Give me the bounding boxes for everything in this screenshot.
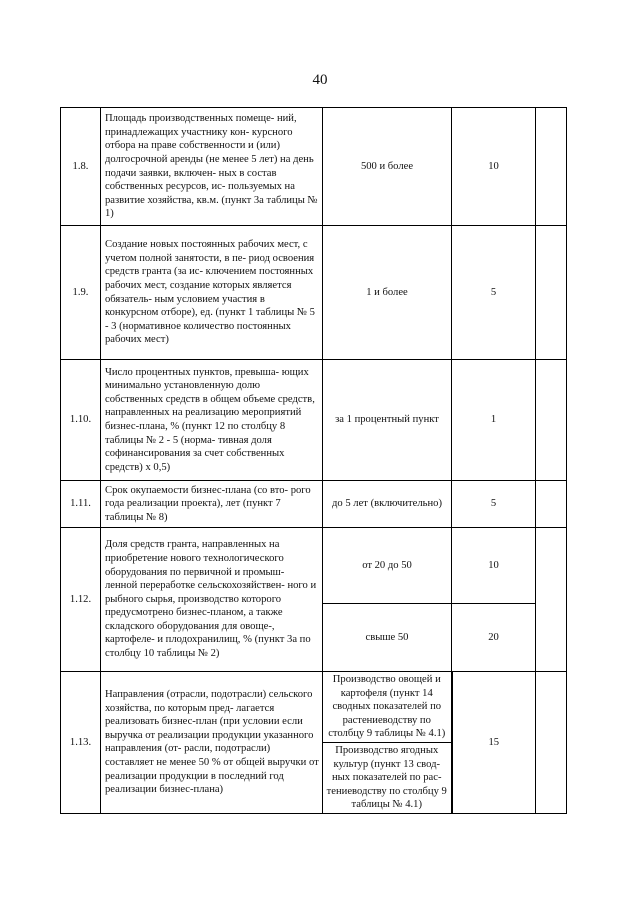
row-description: Направления (отрасли, подотрасли) сельского хозяйства, по которым пред- лагается реализовать бизнес-план (при условии если выручка от реализации продукции указанного направления (от- расли, подотрасли) составляет не менее 50 % от общей выручки от реализации продукции в последний год реализации бизнес-плана)	[101, 672, 323, 814]
row-score: 15	[452, 672, 536, 814]
row-description: Доля средств гранта, направленных на приобретение нового технологического оборудования по первичной и промыш- ленной переработке сельскохозяйствен- ного и рыбного сырья, производство которого предусмотрено бизнес-планом, а также складского оборудования для овоще-, картофеле- и плодохранилищ, % (пункт 3а по столбцу 10 таблицы № 2)	[101, 528, 323, 672]
empty-cell	[536, 481, 567, 528]
row-description: Создание новых постоянных рабочих мест, с учетом полной занятости, в пе- риод освоения средств гранта (за ис- ключением постоянных рабочих мест, создание которых является обязатель- ным условием участия в конкурсном отборе), ед. (пункт 1 таблицы № 5 - 3 (нормативное количество постоянных рабочих мест)	[101, 226, 323, 360]
row-description: Число процентных пунктов, превыша- ющих минимально установленную долю собственных средств в общем объеме средств, направленных на реализацию мероприятий бизнес-плана, % (пункт 12 по столбцу 8 таблицы № 2 - 5 (норма- тивная доля софинансирования за счет собственных средств) х 0,5)	[101, 360, 323, 481]
empty-cell	[536, 672, 567, 814]
empty-cell	[536, 360, 567, 481]
row-criterion: Производство ягодных культур (пункт 13 свод- ных показателей по рас- тениеводству по столбцу 9 таблицы № 4.1)	[323, 743, 452, 814]
row-criterion: 500 и более	[323, 108, 452, 226]
row-number: 1.11.	[61, 481, 101, 528]
row-criterion: свыше 50	[323, 604, 452, 672]
empty-cell	[536, 108, 567, 226]
row-criterion: до 5 лет (включительно)	[323, 481, 452, 528]
row-score: 1	[452, 360, 536, 481]
row-description: Срок окупаемости бизнес-плана (со вто- рого года реализации проекта), лет (пункт 7 таблицы № 8)	[101, 481, 323, 528]
table-row	[61, 481, 567, 528]
table-row	[61, 528, 567, 604]
criteria-table	[60, 107, 567, 814]
table-row	[61, 360, 567, 481]
row-score: 5	[452, 226, 536, 360]
table-row	[61, 672, 567, 743]
row-score: 5	[452, 481, 536, 528]
row-criterion: 1 и более	[323, 226, 452, 360]
row-number: 1.8.	[61, 108, 101, 226]
row-score: 20	[452, 604, 536, 672]
row-score: 10	[452, 528, 536, 604]
row-number: 1.9.	[61, 226, 101, 360]
row-number: 1.10.	[61, 360, 101, 481]
row-number: 1.13.	[61, 672, 101, 814]
row-score: 10	[452, 108, 536, 226]
page-number: 40	[312, 72, 328, 88]
row-description: Площадь производственных помеще- ний, принадлежащих участнику кон- курсного отбора на праве собственности и (или) долгосрочной аренды (не менее 5 лет) на день подачи заявки, включен- ных в состав собственных ресурсов, ис- пользуемых на развитие хозяйства, кв.м. (пункт 3а таблицы № 1)	[101, 108, 323, 226]
row-criterion: Производство овощей и картофеля (пункт 14 сводных показателей по растениеводству по столбцу 9 таблицы № 4.1)	[323, 672, 452, 743]
row-criterion: от 20 до 50	[323, 528, 452, 604]
row-number: 1.12.	[61, 528, 101, 672]
empty-cell	[536, 528, 567, 672]
empty-cell	[536, 226, 567, 360]
row-criterion: за 1 процентный пункт	[323, 360, 452, 481]
table-row	[61, 226, 567, 360]
table-row	[61, 108, 567, 226]
